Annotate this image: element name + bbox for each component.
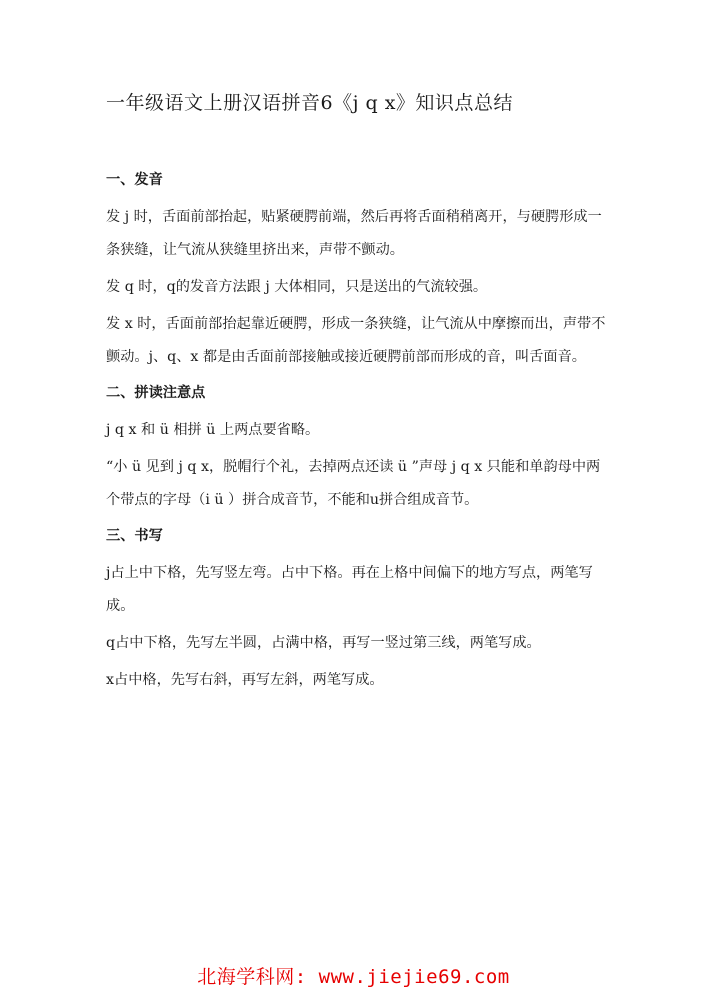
paragraph-rhyme-rule: “小 ü 见到 j q x，脱帽行个礼，去掉两点还读 ü ”声母 j q x 只能和单韵母中两个带点的字母（i ü ）拼合成音节，不能和u拼合组成音节。 <box>106 459 601 508</box>
section-heading: 一、发音 <box>106 172 163 188</box>
document-body <box>106 165 606 701</box>
section-writing <box>106 521 606 697</box>
section-pronunciation <box>106 165 606 374</box>
footer-watermark-link[interactable]: 北海学科网: www.jiejie69.com <box>197 966 510 988</box>
section-spelling-notes <box>106 378 606 517</box>
paragraph-j-writing: j占上中下格，先写竖左弯。占中下格。再在上格中间偏下的地方写点，两笔写成。 <box>106 565 593 614</box>
paragraph-j-pronunciation: 发 j 时，舌面前部抬起，贴紧硬腭前端，然后再将舌面稍稍离开，与硬腭形成一条狭缝，让气流从狭缝里挤出来，声带不颤动。 <box>106 209 602 258</box>
section-heading: 三、书写 <box>106 528 163 544</box>
paragraph-x-writing: x占中格，先写右斜，再写左斜，两笔写成。 <box>106 672 384 688</box>
paragraph-q-pronunciation: 发 q 时，q的发音方法跟 j 大体相同，只是送出的气流较强。 <box>106 279 488 295</box>
paragraph-umlaut-rule: j q x 和 ü 相拼 ü 上两点要省略。 <box>106 422 320 438</box>
document-title: 一年级语文上册汉语拼音6《j q x》知识点总结 <box>106 92 513 114</box>
paragraph-x-pronunciation: 发 x 时，舌面前部抬起靠近硬腭，形成一条狭缝，让气流从中摩擦而出，声带不颤动。j、q、x 都是由舌面前部接触或接近硬腭前部而形成的音，叫舌面音。 <box>106 316 606 365</box>
paragraph-q-writing: q占中下格，先写左半圆，占满中格，再写一竖过第三线，两笔写成。 <box>106 635 541 651</box>
section-heading: 二、拼读注意点 <box>106 385 206 401</box>
